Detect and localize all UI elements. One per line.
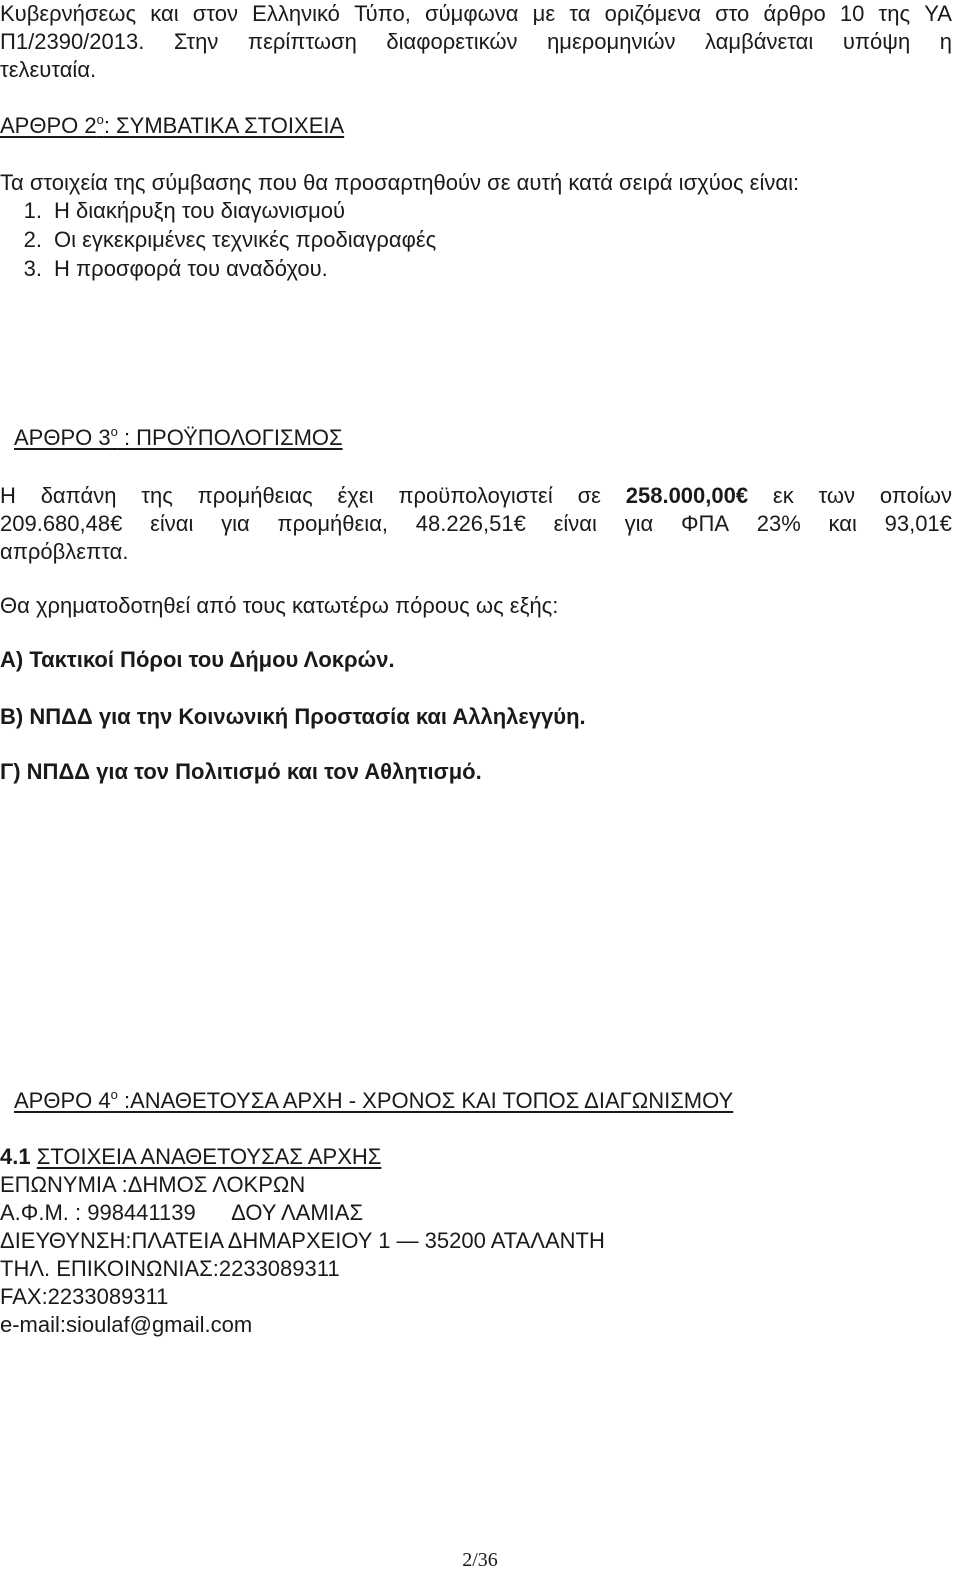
budget-line-2 <box>0 510 952 538</box>
funding-lead <box>0 592 952 620</box>
word: για <box>624 511 654 536</box>
article-2-lead: Τα στοιχεία της σύμβασης που θα προσαρτηθούν σε αυτή κατά σειρά ισχύος είναι: <box>0 170 800 195</box>
word: υπόψη <box>842 29 911 54</box>
word: της <box>141 483 173 508</box>
amount: 93,01€ <box>884 511 952 536</box>
authority-detail-line: ΕΠΩΝΥΜΙΑ :ΔΗΜΟΣ ΛΟΚΡΩΝ <box>0 1172 306 1197</box>
funding-source-text: Γ) ΝΠΔΔ για τον Πολιτισμό και τον Αθλητισμό. <box>0 759 482 784</box>
word: για <box>221 511 250 536</box>
word: Κυβερνήσεως <box>0 1 137 26</box>
budget-line-1 <box>0 482 952 510</box>
word: εκ <box>772 483 794 508</box>
subsection-4-1-title: 4.1 ΣΤΟΙΧΕΙΑ ΑΝΑΘΕΤΟΥΣΑΣ ΑΡΧΗΣ <box>0 1144 382 1169</box>
funding-source-text: Α) Τακτικοί Πόροι του Δήμου Λοκρών. <box>0 647 395 672</box>
word: στον <box>192 1 238 26</box>
word: σε <box>577 483 601 508</box>
authority-detail-line: ΔΙΕΥΘΥΝΣΗ:ΠΛΑΤΕΙΑ ΔΗΜΑΡΧΕΙΟΥ 1 — 35200 ΑΤΑΛΑΝΤΗ <box>0 1228 605 1253</box>
funding-source-text: Β) ΝΠΔΔ για την Κοινωνική Προστασία και Αλληλεγγύη. <box>0 704 586 729</box>
amount: 209.680,48€ <box>0 511 123 536</box>
list-item <box>0 197 952 226</box>
article-3-heading: ΑΡΘΡΟ $3^o$ : ΠΡΟΫΠΟΛΟΓΙΣΜΟΣ <box>14 423 343 450</box>
word: στο <box>715 1 750 26</box>
contracting-authority-section <box>0 1143 952 1339</box>
intro-line-2 <box>0 28 952 56</box>
list-item-text: Η προσφορά του αναδόχου. <box>54 256 328 281</box>
list-item-number: 1. <box>23 198 42 223</box>
word: Ελληνικό <box>252 1 340 26</box>
amount: 48.226,51€ <box>415 511 526 536</box>
authority-detail-line: Α.Φ.Μ. : 998441139 ΔΟΥ ΛΑΜΙΑΣ <box>0 1200 364 1225</box>
list-item <box>0 226 952 255</box>
budget-line-3: απρόβλεπτα. <box>0 539 129 564</box>
funding-item-c <box>0 758 952 786</box>
word: άρθρο <box>763 1 826 26</box>
funding-item-a <box>0 646 952 674</box>
word: σύμφωνα <box>425 1 519 26</box>
word: προμήθεια, <box>277 511 389 536</box>
word: 23% <box>756 511 801 536</box>
authority-details <box>0 1171 952 1339</box>
word: Π1/2390/2013. <box>0 29 145 54</box>
word: τα <box>569 1 591 26</box>
word: διαφορετικών <box>386 29 518 54</box>
word: ΦΠΑ <box>680 511 730 536</box>
budget-total: 258.000,00€ <box>625 483 749 508</box>
article-4 <box>0 1087 952 1115</box>
list-item-text: Η διακήρυξη του διαγωνισμού <box>54 198 346 223</box>
intro-line-1 <box>0 0 952 28</box>
list-item-text: Οι εγκεκριμένες τεχνικές προδιαγραφές <box>54 227 437 252</box>
article-2-body <box>0 169 952 284</box>
word: Στην <box>173 29 219 54</box>
word: λαμβάνεται <box>705 29 814 54</box>
word: η <box>939 29 952 54</box>
intro-line-3: τελευταία. <box>0 57 97 82</box>
list-item-number: 2. <box>23 227 42 252</box>
word: Η <box>0 483 16 508</box>
list-item-number: 3. <box>23 256 42 281</box>
word: έχει <box>337 483 374 508</box>
word: και <box>150 1 179 26</box>
article-4-heading: ΑΡΘΡΟ $4^o$ :ΑΝΑΘΕΤΟΥΣΑ ΑΡΧΗ - ΧΡΟΝΟΣ ΚΑΙ ΤΟΠΟΣ ΔΙΑΓΩΝΙΣΜΟΥ <box>14 1086 734 1113</box>
word: ημερομηνιών <box>547 29 676 54</box>
word: δαπάνη <box>40 483 117 508</box>
word: οριζόμενα <box>604 1 701 26</box>
word: είναι <box>150 511 194 536</box>
article-2 <box>0 112 952 140</box>
list-item <box>0 255 952 284</box>
word: περίπτωση <box>247 29 357 54</box>
intro-paragraph <box>0 0 952 84</box>
word: και <box>828 511 857 536</box>
authority-detail-line: FAX:2233089311 <box>0 1284 169 1309</box>
word: είναι <box>553 511 597 536</box>
word: προμήθειας <box>197 483 313 508</box>
word: της <box>878 1 911 26</box>
word: προϋπολογιστεί <box>398 483 553 508</box>
page-number: 2/36 <box>462 1549 498 1571</box>
word: 10 <box>839 1 865 26</box>
article-3 <box>0 424 952 452</box>
authority-detail-line: e-mail:sioulaf@gmail.com <box>0 1312 253 1337</box>
contract-terms-list <box>0 197 952 284</box>
word: Τύπο, <box>354 1 411 26</box>
funding-item-b <box>0 703 952 731</box>
word: ΥΑ <box>924 1 952 26</box>
budget-paragraph <box>0 482 952 566</box>
word: των <box>818 483 856 508</box>
authority-detail-line: ΤΗΛ. ΕΠΙΚΟΙΝΩΝΙΑΣ:2233089311 <box>0 1256 340 1281</box>
funding-lead-text: Θα χρηματοδοτηθεί από τους κατωτέρω πόρους ως εξής: <box>0 593 559 618</box>
word: με <box>532 1 556 26</box>
word: οποίων <box>879 483 952 508</box>
article-2-heading: ΑΡΘΡΟ $2^o$: ΣΥΜΒΑΤΙΚΑ ΣΤΟΙΧΕΙΑ <box>0 111 345 138</box>
